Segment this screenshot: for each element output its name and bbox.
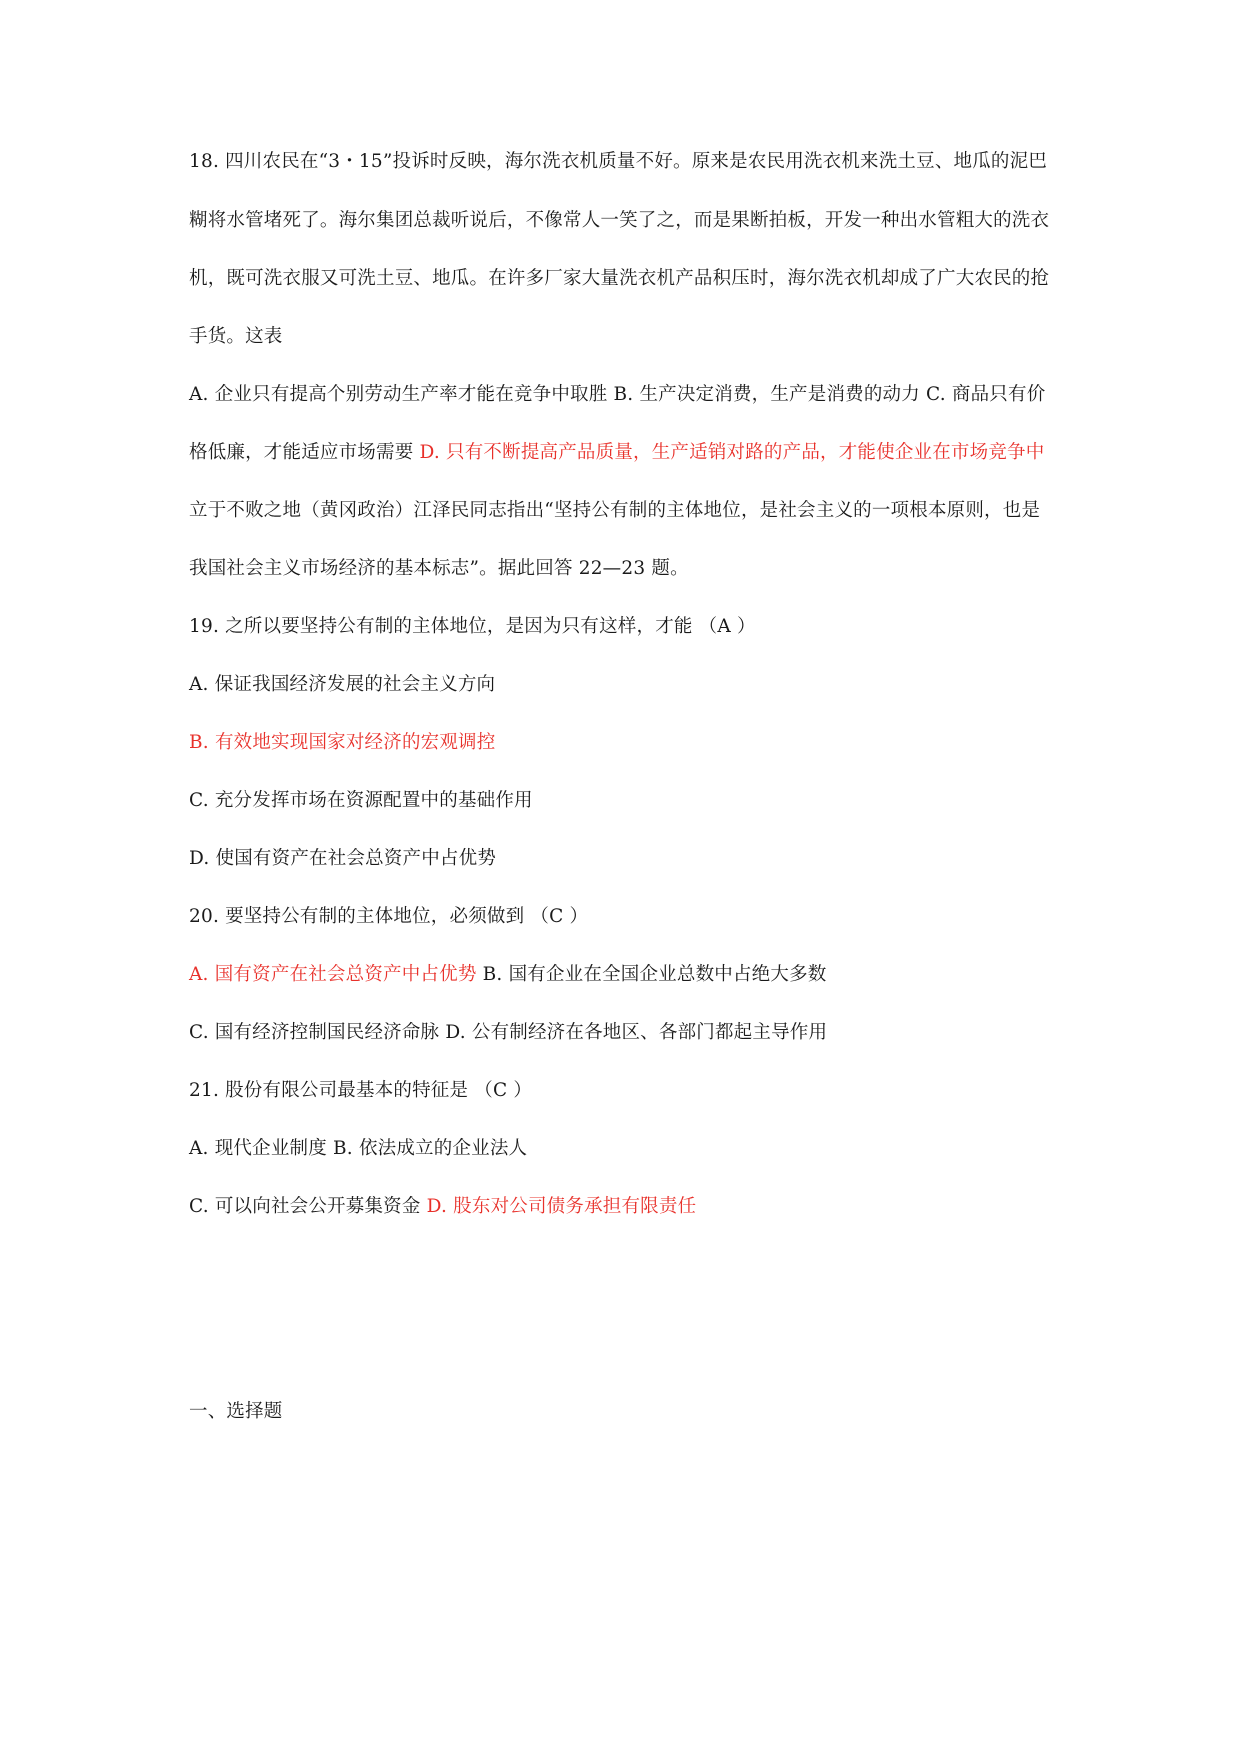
q21-option-c: C. 可以向社会公开募集资金 [189, 1196, 427, 1217]
q20-options-line-1 [189, 963, 1069, 987]
q18-options-line-2-text: 格低廉，才能适应市场需要 [189, 442, 420, 463]
q18-line-2: 糊将水管堵死了。海尔集团总裁听说后，不像常人一笑了之，而是果断拍板，开发一种出水管粗大的洗衣 [189, 210, 1050, 231]
q20-options-line-2: C. 国有经济控制国民经济命脉 D. 公有制经济在各地区、各部门都起主导作用 [189, 1022, 828, 1043]
q19-option-a: A. 保证我国经济发展的社会主义方向 [189, 674, 496, 695]
q20-stem: 20. 要坚持公有制的主体地位，必须做到 （C ） [189, 906, 589, 927]
section-heading: 一、选择题 [189, 1401, 283, 1422]
q18-line-4: 手货。这表 [189, 326, 283, 347]
q19-option-d: D. 使国有资产在社会总资产中占优势 [189, 848, 497, 869]
q20-option-a-highlighted: A. 国有资产在社会总资产中占优势 [189, 964, 477, 985]
q18-answer-d: D. 只有不断提高产品质量，生产适销对路的产品，才能使企业在市场竞争中 [419, 442, 1045, 463]
q19-option-b-highlighted: B. 有效地实现国家对经济的宏观调控 [189, 732, 496, 753]
q18-options-line-3: 立于不败之地（黄冈政治）江泽民同志指出“坚持公有制的主体地位，是社会主义的一项根本原则，也是 [189, 500, 1041, 521]
q18-options-line-4: 我国社会主义市场经济的基本标志”。据此回答 22—23 题。 [189, 558, 689, 579]
q18-line-3: 机，既可洗衣服又可洗土豆、地瓜。在许多厂家大量洗衣机产品积压时，海尔洗衣机却成了广大农民的抢 [189, 268, 1050, 289]
q21-options-line-2 [189, 1195, 1069, 1219]
q20-option-b: B. 国有企业在全国企业总数中占绝大多数 [476, 964, 827, 985]
q18-options-line-2 [189, 441, 1069, 465]
q18-options-line-1: A. 企业只有提高个别劳动生产率才能在竞争中取胜 B. 生产决定消费，生产是消费的动力 C. 商品只有价 [189, 384, 1046, 405]
q21-stem: 21. 股份有限公司最基本的特征是 （C ） [189, 1080, 533, 1101]
q19-option-c: C. 充分发挥市场在资源配置中的基础作用 [189, 790, 533, 811]
q19-stem: 19. 之所以要坚持公有制的主体地位，是因为只有这样，才能 （A ） [189, 616, 756, 637]
q21-options-line-1: A. 现代企业制度 B. 依法成立的企业法人 [189, 1138, 528, 1159]
q21-option-d-highlighted: D. 股东对公司债务承担有限责任 [426, 1196, 697, 1217]
q18-line-1: 18. 四川农民在“3・15”投诉时反映，海尔洗衣机质量不好。原来是农民用洗衣机来洗土豆、地瓜的泥巴 [189, 151, 1048, 172]
